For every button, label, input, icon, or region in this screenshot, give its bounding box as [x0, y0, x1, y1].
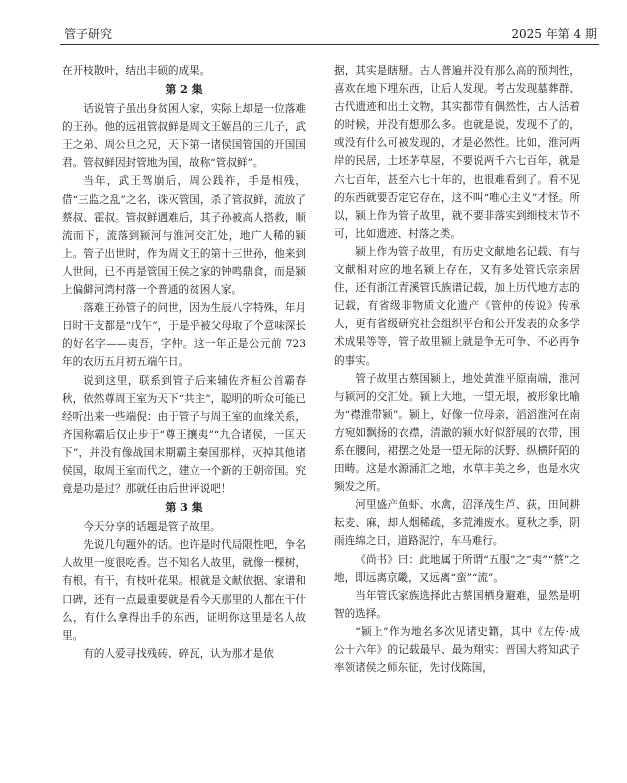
paragraph: 话说管子虽出身贫困人家，实际上却是一位落难的王孙。他的远祖管叔鲜是周文王姬昌的三儿子，武王之弟、周公旦之兄，天下第一诸侯国管国的开国国君。管叔鲜因封管地为国，故称“管叔鲜”。	[62, 103, 306, 170]
paragraph: 当年管氏家族选择此古蔡国栖身避难，显然是明智的选择。	[334, 589, 580, 620]
left-column	[62, 62, 306, 663]
episode-heading-2: 第 2 集	[165, 83, 203, 97]
page-header	[60, 24, 599, 45]
paragraph: 先说几句题外的话。也许是时代局限性吧，争名人故里一度很吃香。岂不知名人故里，就像一棵树，有根，有干，有枝叶花果。根就是文献依据、家谱和口碑，还有一点最重要就是看今天那里的人都在干什么，有什么拿得出手的东西，证明你这里是名人故里。	[62, 539, 306, 642]
paragraph: 管子故里古蔡国颍上，地处黄淮平原南端，淮河与颍河的交汇处。颍上大地，一望无垠，被形象比喻为“襟淮带颍”。颍上，好像一位母亲，滔滔淮河在南方宛如飘扬的衣襟，清澈的颍水好似舒展的衣带，围系在腰间，裙摆之处是一望无际的沃野、纵横阡陌的田畴。这是水源涌汇之地，水草丰美之乡，也是水灾频发之所。	[334, 372, 580, 494]
paragraph: 今天分享的话题是管子故里。	[83, 521, 221, 534]
paragraph: 颍上作为管子故里，有历史文献地名记载、有与文献相对应的地名颍上存在，又有多处管氏宗亲居住，还有浙江青溪管氏族谱记载，加上历代地方志的记载，有省级非物质文化遗产《管仲的传说》传承人，更有省级研究社会组织平台和公开发表的众多学术成果等等，管子故里颍上就是争无可争、不必再争的事实。	[334, 245, 580, 367]
paragraph: “颍上”作为地名多次见诸史籍，其中《左传·成公十六年》的记载最早、最为翔实：晋国大将知武子率领诸侯之师东征，先讨伐陈国，	[334, 625, 580, 675]
paragraph: 《尚书》曰：此地属于所谓“五服”之“夷”“蔡”之地，即远离京畿，又远离“蛮”“流”。	[334, 553, 580, 584]
paragraph: 落难王孙管子的问世，因为生辰八字特殊，年月日时干支都是“戊午”，于是乎被父母取了个意味深长的好名字——夷吾，字仲。这一年正是公元前 723 年的农历五月初五端午日。	[62, 302, 306, 369]
issue-label: 2025 年第 4 期	[511, 27, 597, 41]
episode-heading-3: 第 3 集	[165, 501, 203, 515]
paragraph: 有的人爱寻找残砖、碎瓦，认为那才是依	[83, 647, 274, 660]
paragraph: 当年，武王驾崩后，周公践祚，手是相残，借“三监之乱”之名，诛灭管国，杀了管叔鲜，流放了蔡叔、霍叔。管叔鲜遇难后，其子孙被高人搭救，顺流而下，流落到颍河与淮河交汇处，地广人稀的颍上。管子出世时，作为周文王的第十三世孙，他来到人世间，已不再是管国王侯之家的钟鸣鼎食，而是颍上偏僻河湾村落一个普通的贫困人家。	[62, 175, 306, 297]
journal-name: 管子研究	[64, 27, 113, 41]
paragraph: 河里盛产鱼虾、水禽，沼泽茂生芦、荻，田间耕耘麦、麻，却人烟稀疏，多荒滩废水。夏秋之季，阴雨连绵之日，道路泥泞，车马难行。	[334, 499, 580, 548]
right-column	[334, 62, 580, 677]
paragraph: 在开枝散叶，结出丰硕的成果。	[62, 65, 211, 77]
paragraph: 说到这里，联系到管子后来辅佐齐桓公首霸春秋，依然尊周王室为天下“共主”，聪明的听众可能已经听出来一些端倪：由于管子与周王室的血缘关系，齐国称霸后仅止步于“尊王攘夷”“九合诸侯，一匡天下”，并没有像战国末期霸主秦国那样，灭掉其他诸侯国，取周王室而代之，建立一个新的王朝帝国。究竟是功是过？那就任由后世评说吧！	[62, 374, 306, 496]
paragraph: 据，其实是瞎掰。古人普遍并没有那么高的预判性，喜欢在地下埋东西，让后人发现。考古发现墓葬群、古代遗迹和出土文物，其实都带有偶然性，古人活着的时候，并没有想那么多。也就是说，发现不了的，或没有什么可被发现的，才是必然性。比如，淮河两岸的民居，土坯茅草屋，不要说两千六七百年，就是六七百年，甚至六七十年的，也很难看到了。看不见的东西就要否定它存在，这不叫“唯心主义”才怪。所以，颍上作为管子故里，就不要非落实到细枝末节不可，比如遗迹、村落之类。	[334, 65, 580, 240]
